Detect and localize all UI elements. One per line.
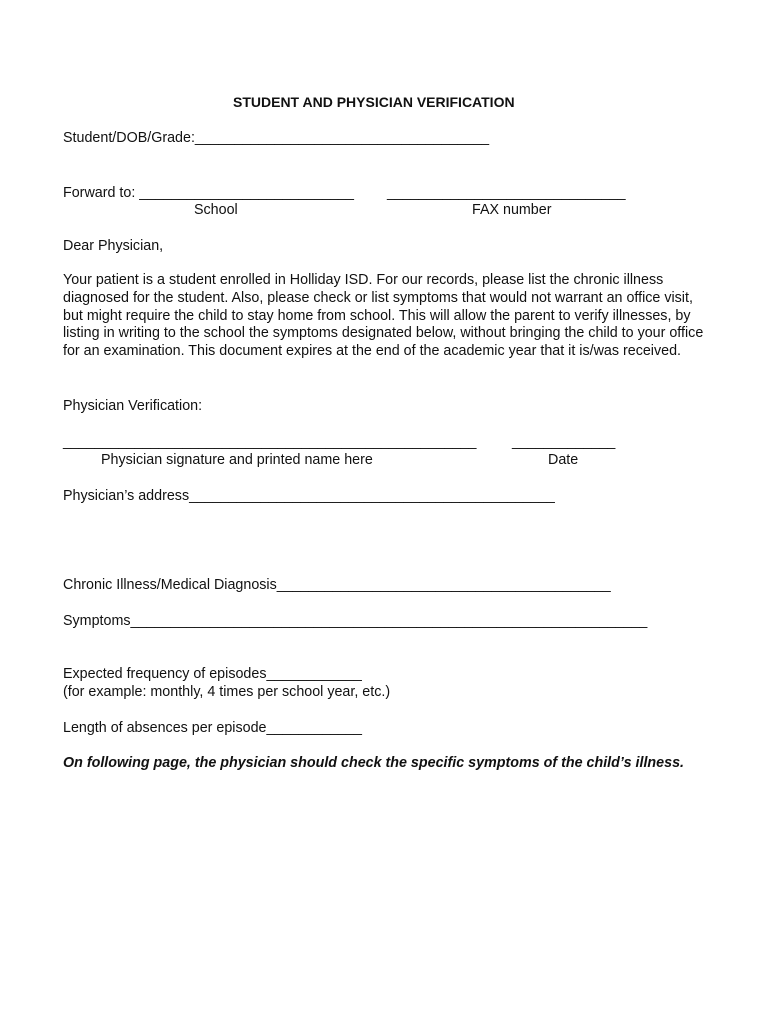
- student-dob-grade-field: Student/DOB/Grade:_____________________________________: [63, 130, 490, 146]
- physician-signature-blank: ____________________________________________________: [63, 434, 477, 450]
- school-label: School: [194, 202, 238, 218]
- date-blank: _____________: [512, 434, 616, 450]
- physician-address-field: Physician’s address______________________________________________: [63, 488, 555, 504]
- physician-signature-label: Physician signature and printed name here: [101, 452, 373, 468]
- fax-number-label: FAX number: [472, 202, 552, 218]
- episode-frequency-field: Expected frequency of episodes____________: [63, 666, 362, 682]
- forward-to-field: Forward to: ___________________________: [63, 185, 354, 201]
- chronic-illness-field: Chronic Illness/Medical Diagnosis__________________________________________: [63, 577, 611, 593]
- fax-number-blank: ______________________________: [387, 185, 626, 201]
- date-label: Date: [548, 452, 579, 468]
- salutation: Dear Physician,: [63, 238, 164, 254]
- symptoms-field: Symptoms_________________________________________________________________: [63, 613, 648, 629]
- closing-note: On following page, the physician should check the specific symptoms of the child’s illness.: [63, 755, 684, 771]
- absence-length-field: Length of absences per episode____________: [63, 720, 362, 736]
- physician-verification-heading: Physician Verification:: [63, 398, 203, 414]
- episode-frequency-example: (for example: monthly, 4 times per school year, etc.): [63, 684, 391, 700]
- body-paragraph: Your patient is a student enrolled in Holliday ISD. For our records, please list the chronic illness diagnosed for the student. Also, please check or list symptoms that would not warrant an office visit, but might require the child to stay home from school. This will allow the parent to verify illnesses, by listing in writing to the school the symptoms designated below, without bringing the child to your office for an examination. This document expires at the end of the academic year that it is/was received.: [63, 272, 704, 360]
- form-title: STUDENT AND PHYSICIAN VERIFICATION: [233, 94, 515, 110]
